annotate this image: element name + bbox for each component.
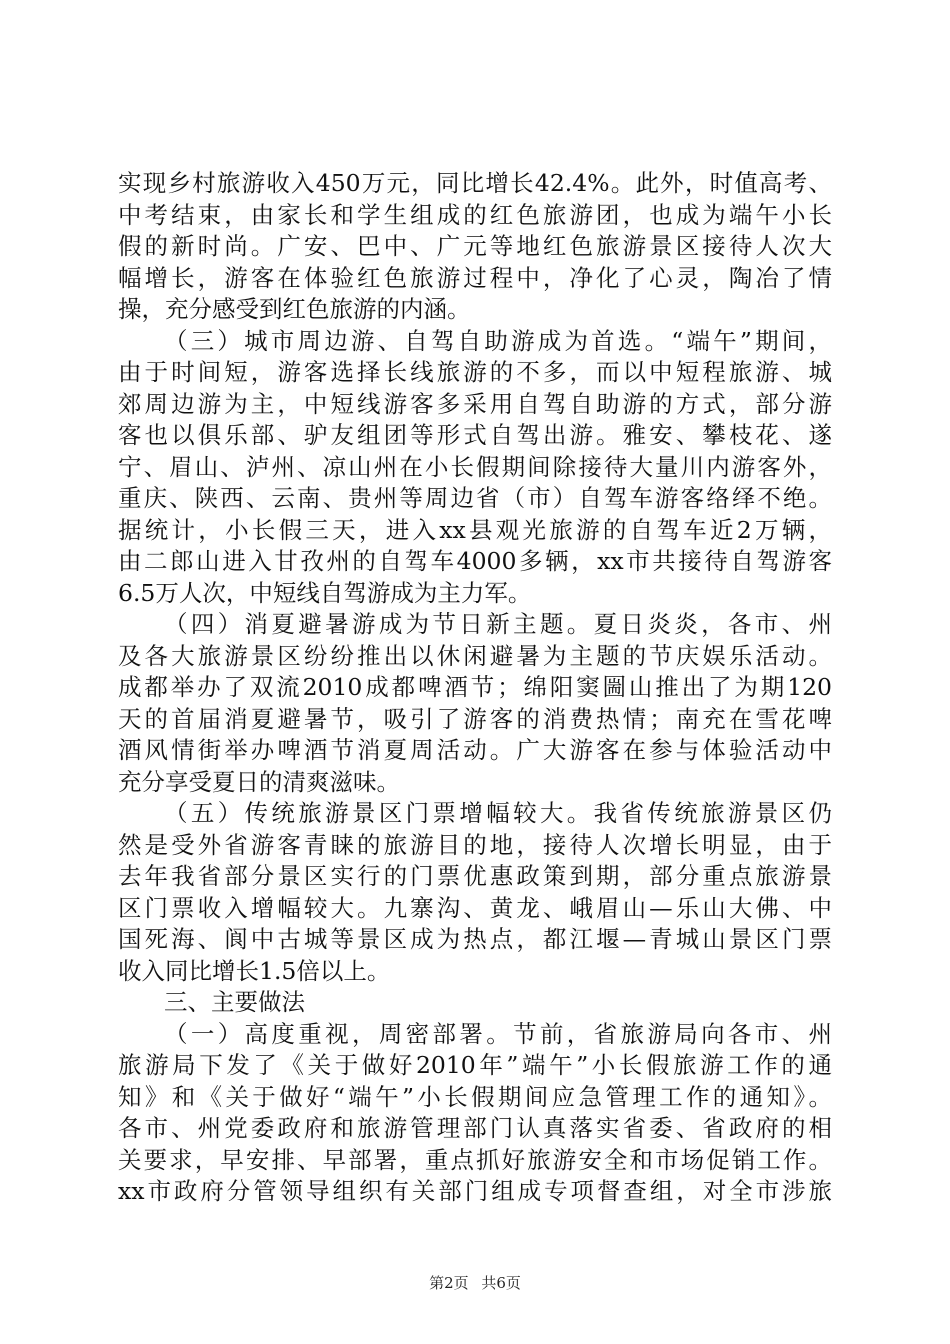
text-line: xx市政府分管领导组织有关部门组成专项督查组，对全市涉旅 [118,1177,832,1205]
text-line: 重庆、陕西、云南、贵州等周边省（市）自驾车游客络绎不绝。 [118,484,832,512]
text-line: 6.5万人次，中短线自驾游成为主力军。 [118,578,532,607]
text-line: 区门票收入增幅较大。九寨沟、黄龙、峨眉山—乐山大佛、中 [118,893,832,922]
text-line: 由于时间短，游客选择长线旅游的不多，而以中短程旅游、城 [118,358,832,386]
text-line: （五）传统旅游景区门票增幅较大。我省传统旅游景区仍 [164,799,832,827]
text-line: 郊周边游为主，中短线游客多采用自驾自助游的方式，部分游 [118,389,832,418]
text-line: 然是受外省游客青睐的旅游目的地，接待人次增长明显，由于 [118,830,832,859]
text-line: 三、主要做法 [164,988,305,1016]
page-footer [0,1272,950,1293]
text-line: 充分享受夏日的清爽滋味。 [118,767,400,796]
text-line: 知》和《关于做好“端午”小长假期间应急管理工作的通知》。 [118,1082,832,1111]
text-line: 成都举办了双流2010成都啤酒节；绵阳窦圌山推出了为期120 [118,673,832,701]
text-line: 实现乡村旅游收入450万元，同比增长42.4%。此外，时值高考、 [118,169,832,197]
text-line: 去年我省部分景区实行的门票优惠政策到期，部分重点旅游景 [118,862,832,890]
text-line: 酒风情街举办啤酒节消夏周活动。广大游客在参与体验活动中 [118,736,832,764]
text-line: （四）消夏避暑游成为节日新主题。夏日炎炎，各市、州 [164,610,832,638]
text-line: 天的首届消夏避暑节，吸引了游客的消费热情；南充在雪花啤 [118,704,832,733]
text-line: 国死海、阆中古城等景区成为热点，都江堰—青城山景区门票 [118,925,832,953]
text-line: 关要求，早安排、早部署，重点抓好旅游安全和市场促销工作。 [118,1145,832,1174]
text-line: 收入同比增长1.5倍以上。 [118,956,391,985]
text-line: 由二郎山进入甘孜州的自驾车4000多辆，xx市共接待自驾游客 [118,547,832,575]
text-line: 客也以俱乐部、驴友组团等形式自驾出游。雅安、攀枝花、遂 [118,421,832,449]
document-body [118,168,832,1208]
text-line: 据统计，小长假三天，进入xx县观光旅游的自驾车近2万辆， [118,515,832,544]
text-line: 及各大旅游景区纷纷推出以休闲避暑为主题的节庆娱乐活动。 [118,641,832,670]
text-line: 旅游局下发了《关于做好2010年”端午”小长假旅游工作的通 [118,1051,832,1079]
page-number: 第2页 [429,1274,469,1292]
text-line: （一）高度重视，周密部署。节前，省旅游局向各市、州 [164,1019,832,1048]
page-total: 共6页 [481,1274,521,1292]
text-line: （三）城市周边游、自驾自助游成为首选。“端午”期间， [164,326,832,355]
text-line: 幅增长，游客在体验红色旅游过程中，净化了心灵，陶冶了情 [118,263,832,292]
text-line: 操，充分感受到红色旅游的内涵。 [118,295,471,323]
text-line: 假的新时尚。广安、巴中、广元等地红色旅游景区接待人次大 [118,232,832,260]
text-line: 中考结束，由家长和学生组成的红色旅游团，也成为端午小长 [118,200,832,229]
text-line: 各市、州党委政府和旅游管理部门认真落实省委、省政府的相 [118,1114,832,1142]
text-line: 宁、眉山、泸州、凉山州在小长假期间除接待大量川内游客外， [118,452,832,481]
